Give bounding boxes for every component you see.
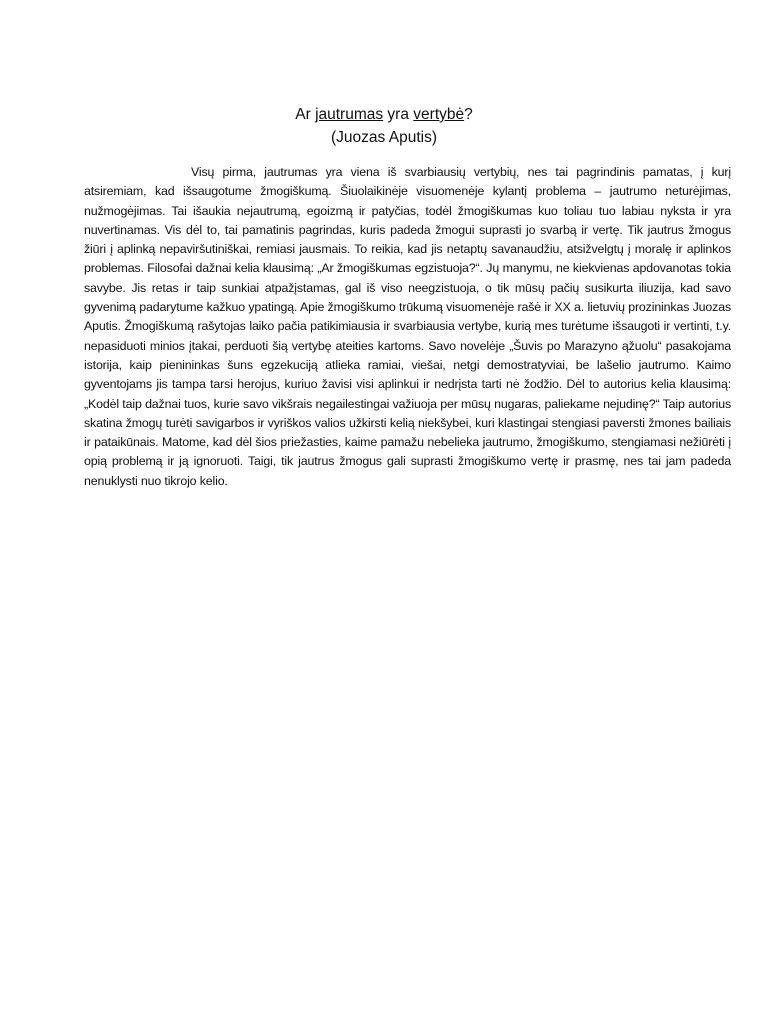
title-suffix: ? (464, 106, 473, 123)
essay-paragraph: Visų pirma, jautrumas yra viena iš svarbiausių vertybių, nes tai pagrindinis pamatas, į kurį atsiremiam, kad išsaugotume žmogiškumą. Šiuolaikinėje visuomenėje kylantį problema – jautrumo neturėjimas, nužmogėjimas. Tai išaukia nejautrumą, egoizmą ir patyčias, todėl žmogiškumas kuo toliau tuo labiau nyksta ir yra nuvertinamas. Vis dėl to, tai pamatinis pagrindas, kuris padeda žmogui suprasti jo svarbą ir vertę. Tik jautrus žmogus žiūri į aplinką nepaviršutiniškai, remiasi jausmais. To reikia, kad jis netaptų savanaudžiu, atsižvelgtų į moralę ir aplinkos problemas. Filosofai dažnai kelia klausimą: „Ar žmogiškumas egzistuoja?“. Jų manymu, ne kiekvienas apdovanotas tokia savybe. Jis retas ir taip sunkiai atpažįstamas, gal iš viso neegzistuoja, o tik mūsų pačių susikurta iliuzija, kad savo gyvenimą padarytume kažkuo ypatingą. Apie žmogiškumo trūkumą visuomenėje rašė ir XX a. lietuvių prozininkas Juozas Aputis. Žmogiškumą rašytojas laiko pačia patikimiausia ir svarbiausia vertybe, kurią mes turėtume išsaugoti ir vertinti, t.y. nepasiduoti minios įtakai, perduoti šią vertybę ateities kartoms. Savo novelėje „Šuvis po Marazyno ąžuolu“ pasakojama istorija, kaip pienininkas šuns egzekuciją atlieka ramiai, viešai, netgi demostratyviai, be lašelio jautrumo. Kaimo gyventojams jis tampa tarsi herojus, kuriuo žavisi visi aplinkui ir nedrįsta tarti nė žodžio. Dėl to autorius kelia klausimą: „Kodėl taip dažnai tuos, kurie savo vikšrais negailestingai važiuoja per mūsų nugaras, paliekame nejudinę?“ Taip autorius skatina žmogų turėti savigarbos ir vyriškos valios užkirsti kelią niekšybei, kuri klastingai stengiasi paversti žmones bailiais ir pataikūnais. Matome, kad dėl šios priežasties, kaime pamažu nebelieka jautrumo, žmogiškumo, stengiamasi nežiūrėti į opią problemą ir ją ignoruoti. Taigi, tik jautrus žmogus gali suprasti žmogiškumo vertę ir prasmę, nes tai jam padeda nenuklysti nuo tikrojo kelio. (84, 165, 731, 488)
title-word-jautrumas: jautrumas (315, 106, 384, 123)
title-word-vertybe: vertybė (413, 106, 465, 123)
document-title (0, 104, 768, 126)
title-middle: yra (383, 106, 414, 123)
title-prefix: Ar (295, 106, 316, 123)
author-line: (Juozas Aputis) (331, 129, 437, 146)
